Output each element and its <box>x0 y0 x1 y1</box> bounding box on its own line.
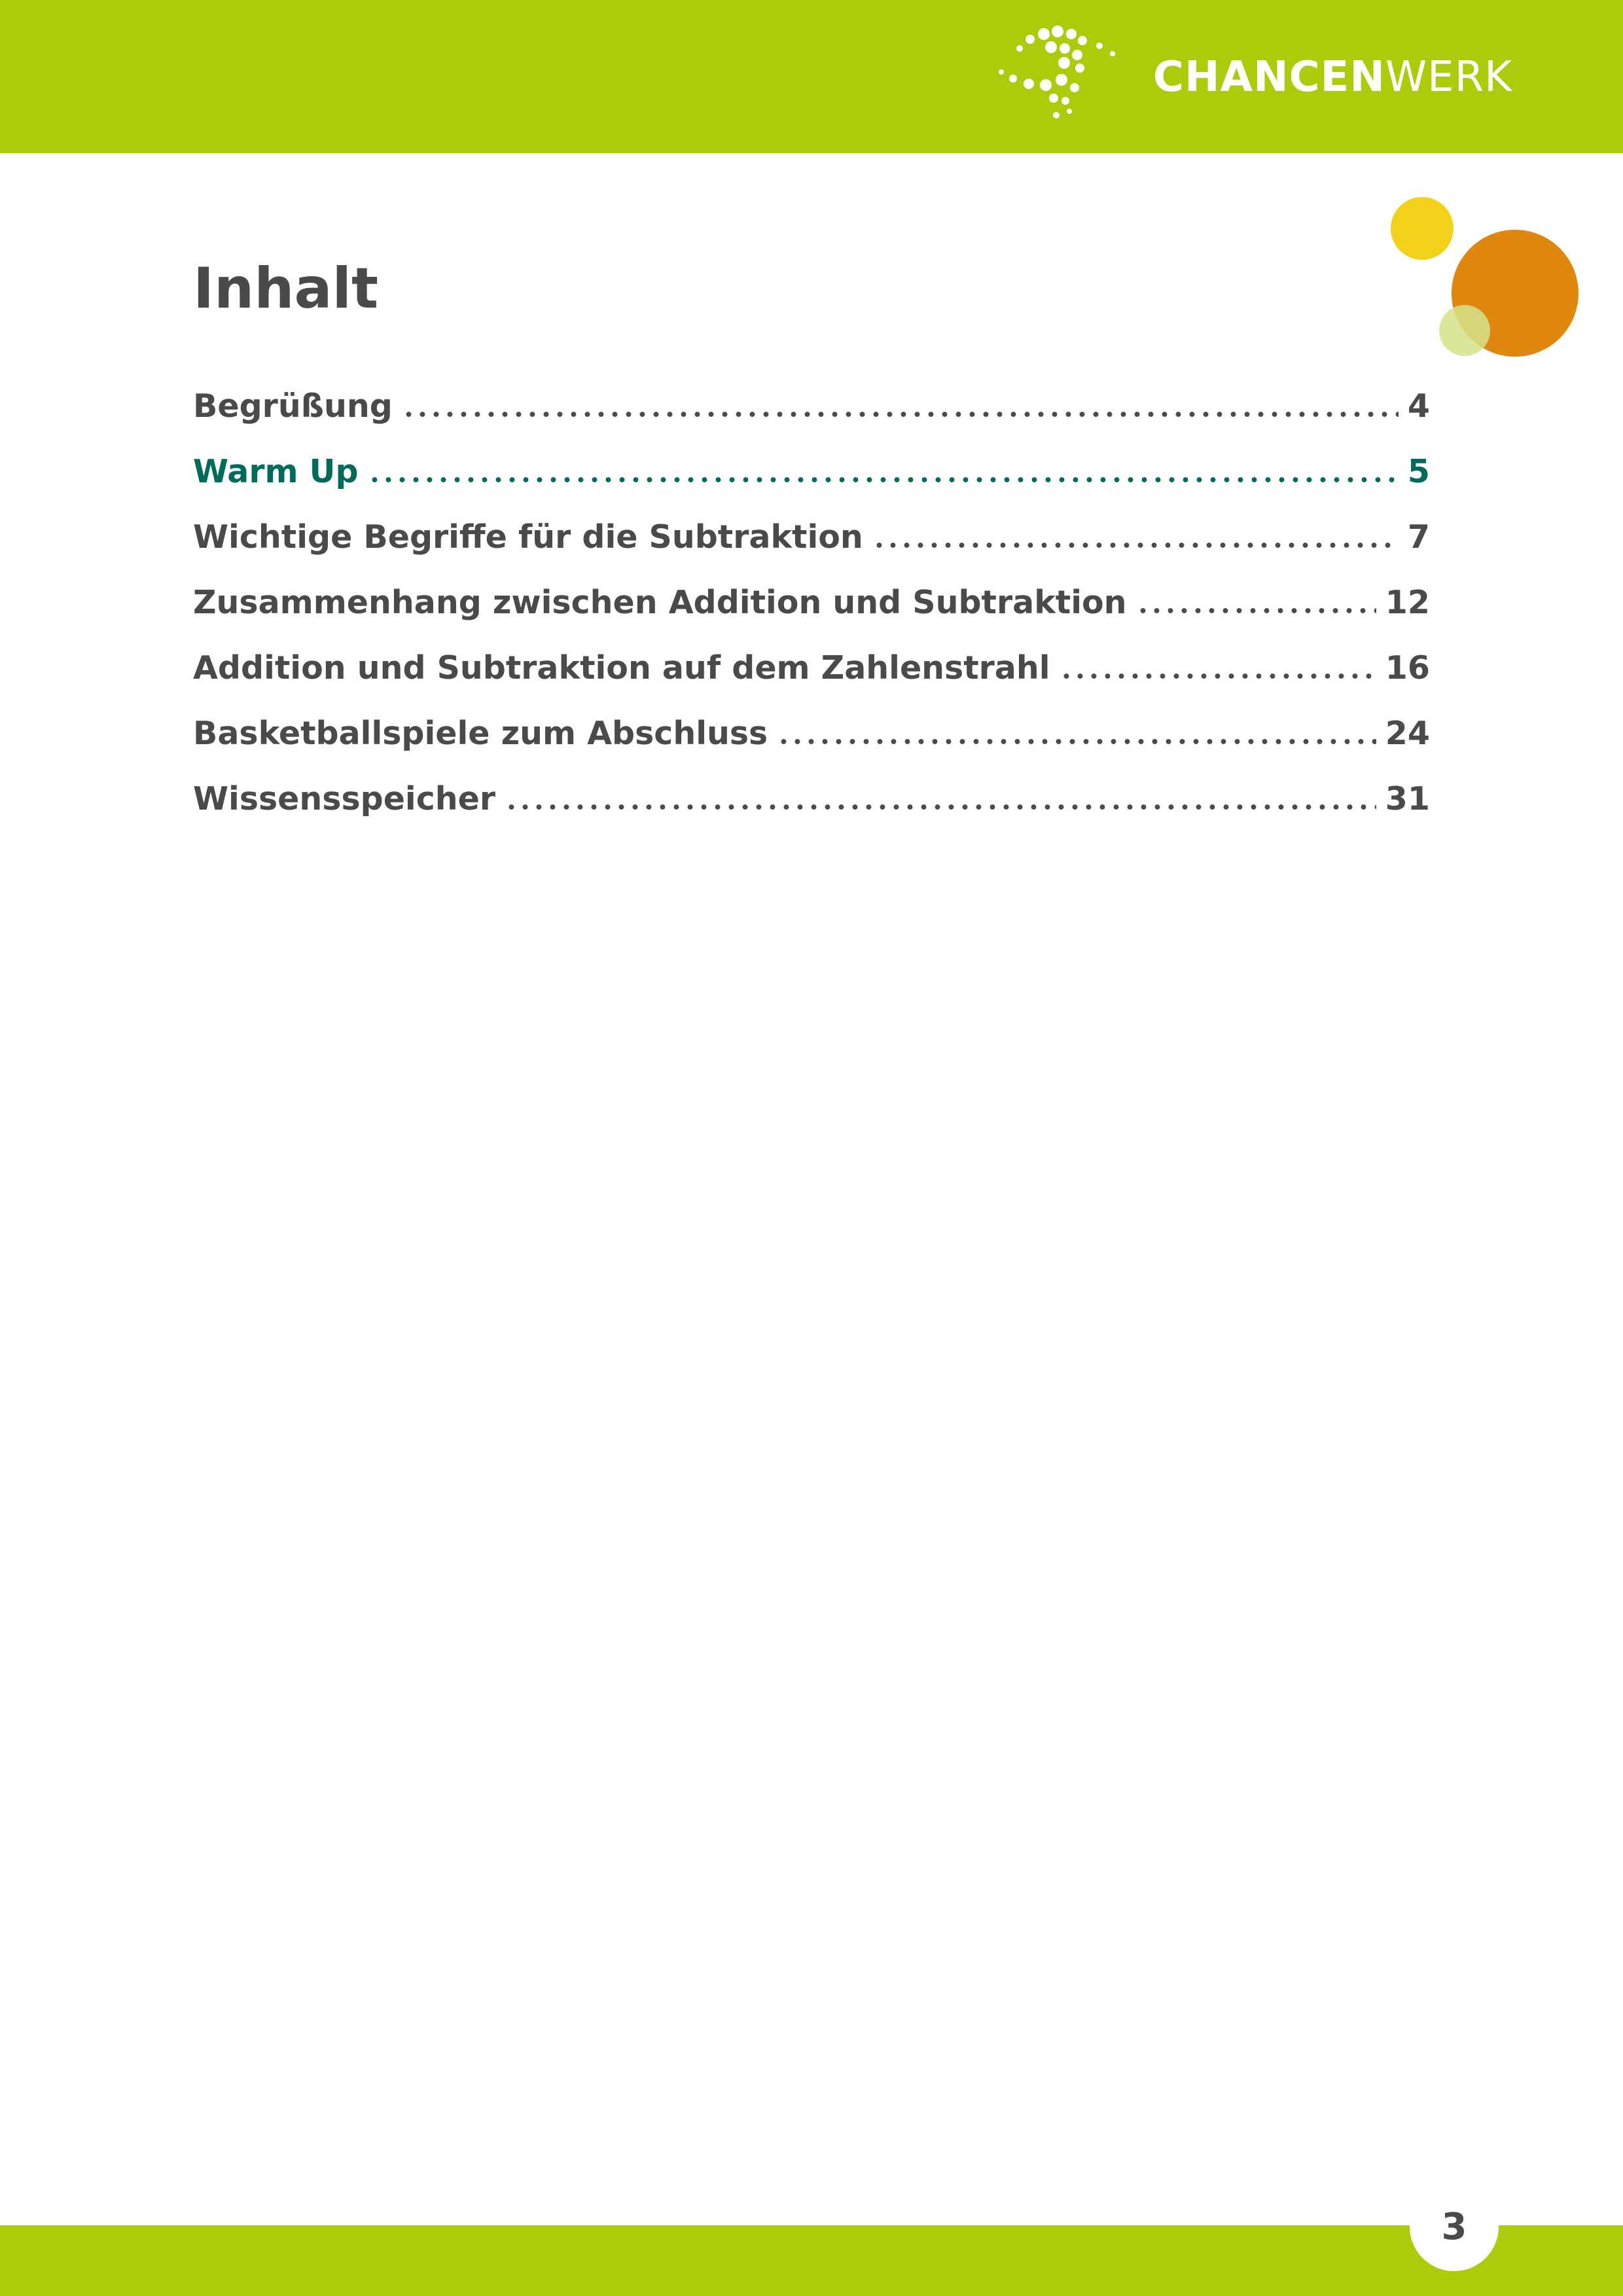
toc-entry-page: 24 <box>1385 715 1430 752</box>
toc-entry-label: Zusammenhang zwischen Addition und Subtraktion <box>193 584 1127 621</box>
toc-dot-leader <box>1060 673 1376 679</box>
toc-entry-wissensspeicher[interactable] <box>193 780 1430 848</box>
toc-entry-page: 7 <box>1407 518 1430 556</box>
toc-entry-label: Wichtige Begriffe für die Subtraktion <box>193 518 863 556</box>
light-green-circle <box>1439 305 1490 356</box>
toc-entry-page: 4 <box>1407 387 1430 425</box>
logo-wordmark <box>1153 53 1513 101</box>
toc-dot-leader <box>402 412 1399 417</box>
chancenwerk-logo <box>988 25 1512 130</box>
toc-entry-page: 12 <box>1385 584 1430 621</box>
toc-dot-leader <box>505 804 1376 810</box>
toc-entry-label: Wissensspeicher <box>193 780 496 817</box>
footer-band <box>0 2225 1623 2296</box>
decorative-circles <box>1374 190 1590 367</box>
page-number-label: 3 <box>1441 2205 1467 2248</box>
logo-wordmark-bold: CHANCEN <box>1153 53 1385 101</box>
toc-dot-leader <box>368 477 1399 482</box>
dotted-arc-logo-icon <box>988 25 1126 130</box>
toc-entry-basketballspiele[interactable] <box>193 717 1430 783</box>
toc-dot-leader <box>777 739 1376 744</box>
toc-entry-page: 16 <box>1385 649 1430 687</box>
page-title: Inhalt <box>193 256 379 321</box>
toc-entry-label: Begrüßung <box>193 387 393 425</box>
toc-entry-label: Addition und Subtraktion auf dem Zahlenstrahl <box>193 649 1050 687</box>
logo-wordmark-light: WERK <box>1385 53 1513 101</box>
toc-entry-begriffe-subtraktion[interactable] <box>193 518 1430 586</box>
toc-dot-leader <box>872 543 1399 548</box>
toc-entry-page: 31 <box>1385 780 1430 817</box>
header-band <box>0 0 1623 153</box>
yellow-circle <box>1391 197 1454 260</box>
table-of-contents <box>193 387 1430 848</box>
toc-entry-zusammenhang[interactable] <box>193 586 1430 652</box>
page-number <box>1410 2182 1499 2271</box>
toc-dot-leader <box>1136 608 1376 613</box>
toc-entry-zahlenstrahl[interactable] <box>193 649 1430 717</box>
toc-entry-begruessung[interactable] <box>193 387 1430 456</box>
toc-entry-label: Warm Up <box>193 453 359 490</box>
toc-entry-label: Basketballspiele zum Abschluss <box>193 715 768 752</box>
toc-entry-page: 5 <box>1407 453 1430 490</box>
toc-entry-warm-up[interactable] <box>193 453 1430 521</box>
